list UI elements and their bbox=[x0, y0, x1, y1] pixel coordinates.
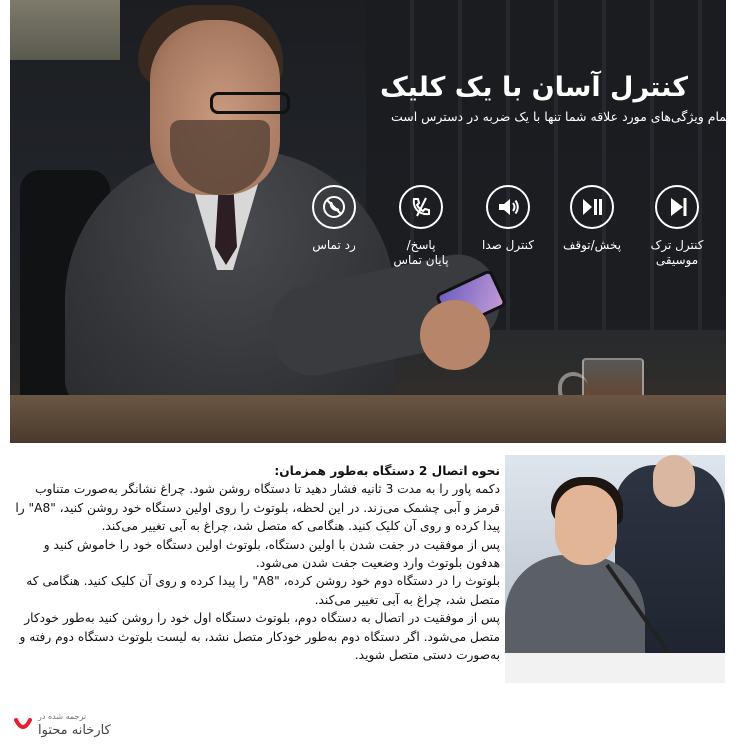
logo-name: کارخانه محتوا bbox=[38, 723, 111, 738]
background-person-head bbox=[653, 455, 695, 507]
feature-label: پخش/توقف bbox=[562, 238, 622, 252]
logo-mark-icon bbox=[14, 716, 32, 734]
instructions-paragraph: پس از موفقیت در اتصال به دستگاه دوم، بلوتوث دستگاه اول خود را روشن کنید به‌طور خودکار متصل می‌شود. اگر دستگاه دوم به‌طور خودکار متصل نشد، به لیست بلوتوث دستگاه دوم رفته و به‌صورت دستی متصل شوید. bbox=[19, 611, 500, 663]
phone-answer-icon bbox=[399, 185, 443, 229]
feature-label: کنترل ترک موسیقی bbox=[650, 238, 704, 267]
conference-table bbox=[505, 653, 725, 683]
next-track-icon bbox=[655, 185, 699, 229]
hero-title: کنترل آسان با یک کلیک bbox=[379, 72, 688, 103]
instructions-paragraph: دکمه پاور را به مدت 3 ثانیه فشار دهید تا دستگاه روشن شود. چراغ نشانگر به‌صورت متناوب قرمز و آبی چشمک می‌زند. در این لحظه، بلوتوث را روی اولین دستگاه خود روشن کنید، "A8" را پیدا کرده و روی آن کلیک کنید. هنگامی که متصل شد، چراغ به آبی تغییر می‌کند. bbox=[15, 482, 500, 534]
play-pause-icon bbox=[570, 185, 614, 229]
volume-icon bbox=[486, 185, 530, 229]
instructions-paragraph: پس از موفقیت در جفت شدن با اولین دستگاه، بلوتوث اولین دستگاه خود را خاموش کنید و هدفون بلوتوث وارد وضعیت جفت شدن می‌شود. bbox=[43, 537, 500, 571]
instructions-heading: نحوه اتصال 2 دستگاه به‌طور همزمان: bbox=[274, 464, 500, 478]
feature-label: کنترل صدا bbox=[482, 238, 534, 252]
phone-reject-icon bbox=[312, 185, 356, 229]
feature-icons-row bbox=[0, 185, 750, 285]
pairing-instructions bbox=[10, 462, 500, 664]
instructions-paragraph: بلوتوث را در دستگاه دوم خود روشن کرده، "A8" را پیدا کرده و روی آن کلیک کنید. هنگامی که متصل شد، چراغ به آبی تغییر می‌کند. bbox=[26, 574, 500, 607]
logo-tagline: ترجمه شده در bbox=[38, 712, 87, 721]
conference-photo bbox=[505, 455, 725, 683]
man-glasses bbox=[210, 92, 290, 114]
hero-subtitle: تمام ویژگی‌های مورد علاقه شما تنها با یک ضربه در دسترس است bbox=[390, 109, 730, 124]
window-light bbox=[10, 0, 120, 60]
feature-reject-call bbox=[279, 185, 389, 253]
desk bbox=[10, 395, 726, 443]
woman-head bbox=[555, 485, 617, 565]
feature-label: رد تماس bbox=[312, 238, 356, 252]
man-hand bbox=[420, 300, 490, 370]
feature-label: پاسخ/ پایان تماس bbox=[393, 238, 449, 267]
brand-logo bbox=[14, 712, 124, 742]
